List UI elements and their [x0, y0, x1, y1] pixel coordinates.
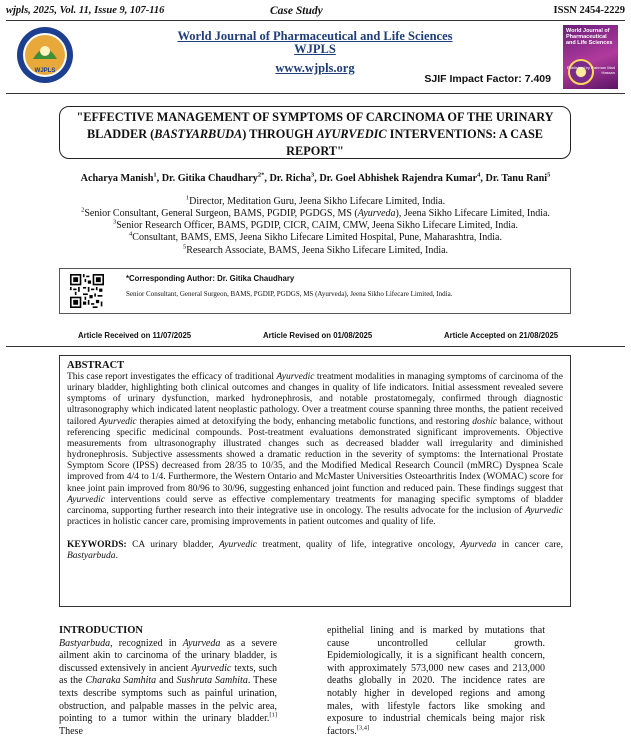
corresponding-author-detail: Senior Consultant, General Surgeon, BAMS, PGDIP, PGDGS, MS (Ayurveda), Jeena Sikho Lifecare Limited, India. — [126, 290, 453, 298]
date-revised: Article Revised on 01/08/2025 — [263, 331, 373, 340]
citation: wjpls, 2025, Vol. 11, Issue 9, 107-116 — [6, 5, 165, 16]
corresponding-author-title: *Corresponding Author: Dr. Gitika Chaudhary — [126, 274, 295, 283]
journal-logo — [12, 25, 78, 85]
affiliation-4: $^4$Consultant, BAMS, EMS, Jeena Sikho Lifecare Limited Hospital, Pune, Maharashtra, India. — [129, 230, 502, 243]
logo-text: WJPLS — [34, 68, 56, 74]
journal-name[interactable]: World Journal of Pharmaceutical and Life Sciences — [177, 29, 453, 43]
corresponding-author-box — [59, 268, 571, 314]
abstract-body: This case report investigates the efficacy of traditional Ayurvedic treatment modalities in managing symptoms of carcinoma of the urinary bladder, highlighting both clinical outcomes and changes in quality of life indicators. Initial assessment revealed severe symptoms of urinary dysfunction, marked hydronephrosis, and notable prostatomegaly, confirmed through diagnostic ultrasonography which indicated latent neoplastic pathology. Over a treatment course spanning three months, the patient received tailored Ayurvedic therapies aimed at detoxifying the body, enhancing metabolic functions, and restoring doshic balance, without referencing specific medicinal compounds. Post-treatment evaluations demonstrated significant improvements. Objective measurements from ultrasonography illustrated changes such as decreased bladder wall irregularity and diminished hydronephrosis. Subjective assessments showed a dramatic reduction in the severity of symptoms: the International Prostate Symptom Score (IPSS) decreased from 28/35 to 10/35, and the Modified Medical Research Council (mMRC) Dyspnea Scale improved from 4/4 to 1/4. Furthermore, the Western Ontario and McMaster Universities Osteoarthritis Index (WOMAC) score for knee joint pain improved from 80/96 to 30/96, suggesting enhanced joint function and reduced pain. These findings suggest that Ayurvedic interventions could serve as effective complementary treatments for managing specific symptoms of bladder carcinoma, supporting further research into their integrative use in oncology. The results advocate for the inclusion of Ayurvedic practices in holistic cancer care, promising improvements in patient outcomes and quality of life. — [67, 372, 564, 528]
affiliation-3: $^3$Senior Research Officer, BAMS, PGDIP, CICR, CAIM, CMW, Jeena Sikho Lifecare Limited, India. — [112, 218, 518, 231]
introduction-left-column — [59, 625, 277, 738]
cover-title: World Journal of Pharmaceutical and Life Sciences — [566, 28, 613, 46]
article-title: "EFFECTIVE MANAGEMENT OF SYMPTOMS OF CARCINOMA OF THE URINARY BLADDER (BASTYARBUDA) THROUGH AYURVEDIC INTERVENTIONS: A CASE REPORT" — [59, 106, 571, 159]
qr-code-icon[interactable] — [70, 274, 104, 308]
running-header — [6, 5, 625, 19]
impact-factor: SJIF Impact Factor: 7.409 — [424, 73, 551, 85]
abstract-heading: ABSTRACT — [67, 360, 125, 371]
affiliation-1: $^1$Director, Meditation Guru, Jeena Sikho Lifecare Limited, India. — [185, 194, 446, 207]
journal-cover-thumbnail — [563, 25, 618, 89]
introduction-heading: INTRODUCTION — [59, 625, 144, 636]
date-received: Article Received on 11/07/2025 — [78, 331, 192, 340]
dates-rule — [6, 346, 625, 347]
header-bottom-rule — [6, 93, 625, 94]
issn: ISSN 2454-2229 — [553, 5, 625, 16]
date-accepted: Article Accepted on 21/08/2025 — [444, 331, 559, 340]
introduction-right-column — [327, 625, 545, 738]
affiliation-5: $^5$Research Associate, BAMS, Jeena Sikho Lifecare Limited, India. — [182, 243, 449, 256]
introduction-text: Bastyarbuda, recognized in Ayurveda as a severe ailment akin to carcinoma of the urinary bladder, is discussed extensively in ancient Ayurvedic texts, such as the Charaka Samhita and Sushruta Samhita. These texts describe symptoms such as painful urination, obstruction, and palpable masses in the pelvic area, pointing to a tumor within the urinary bladder.[1] These — [59, 637, 278, 737]
keywords: KEYWORDS: CA urinary bladder, Ayurvedic treatment, quality of life, integrative oncology, Ayurveda in cancer care, Bastyarbuda. — [67, 540, 563, 562]
journal-abbr[interactable]: WJPLS — [294, 42, 336, 56]
abstract-box — [59, 355, 571, 607]
journal-website-link[interactable]: www.wjpls.org — [275, 61, 355, 75]
header-rule — [6, 20, 625, 21]
affiliation-2: $^2$Senior Consultant, General Surgeon, BAMS, PGDIP, PGDGS, MS (Ayurveda), Jeena Sikho Lifecare Limited, India. — [81, 206, 550, 219]
article-type: Case Study — [270, 5, 323, 17]
author-list: Acharya Manish$^1$, Dr. Gitika Chaudhary$^{2*}$, Dr. Richa$^3$, Dr. Goel Abhishek Rajendra Kumar$^4$, Dr. Tanu Rani$^5$ — [80, 171, 551, 184]
introduction-text-continued: epithelial lining and is marked by mutations that cause uncontrolled cellular growth. Epidemiologically, it is a significant health concern, with approximately 573,000 new cases and 213,000 deaths globally in 2020. The incidence rates are notably higher in developed regions and among males, with lifestyle factors like smoking and exposure to industrial chemicals being major risk factors.[3,4] — [327, 625, 545, 737]
cover-footer: Published by Rahman Mad Hassan — [566, 65, 615, 75]
